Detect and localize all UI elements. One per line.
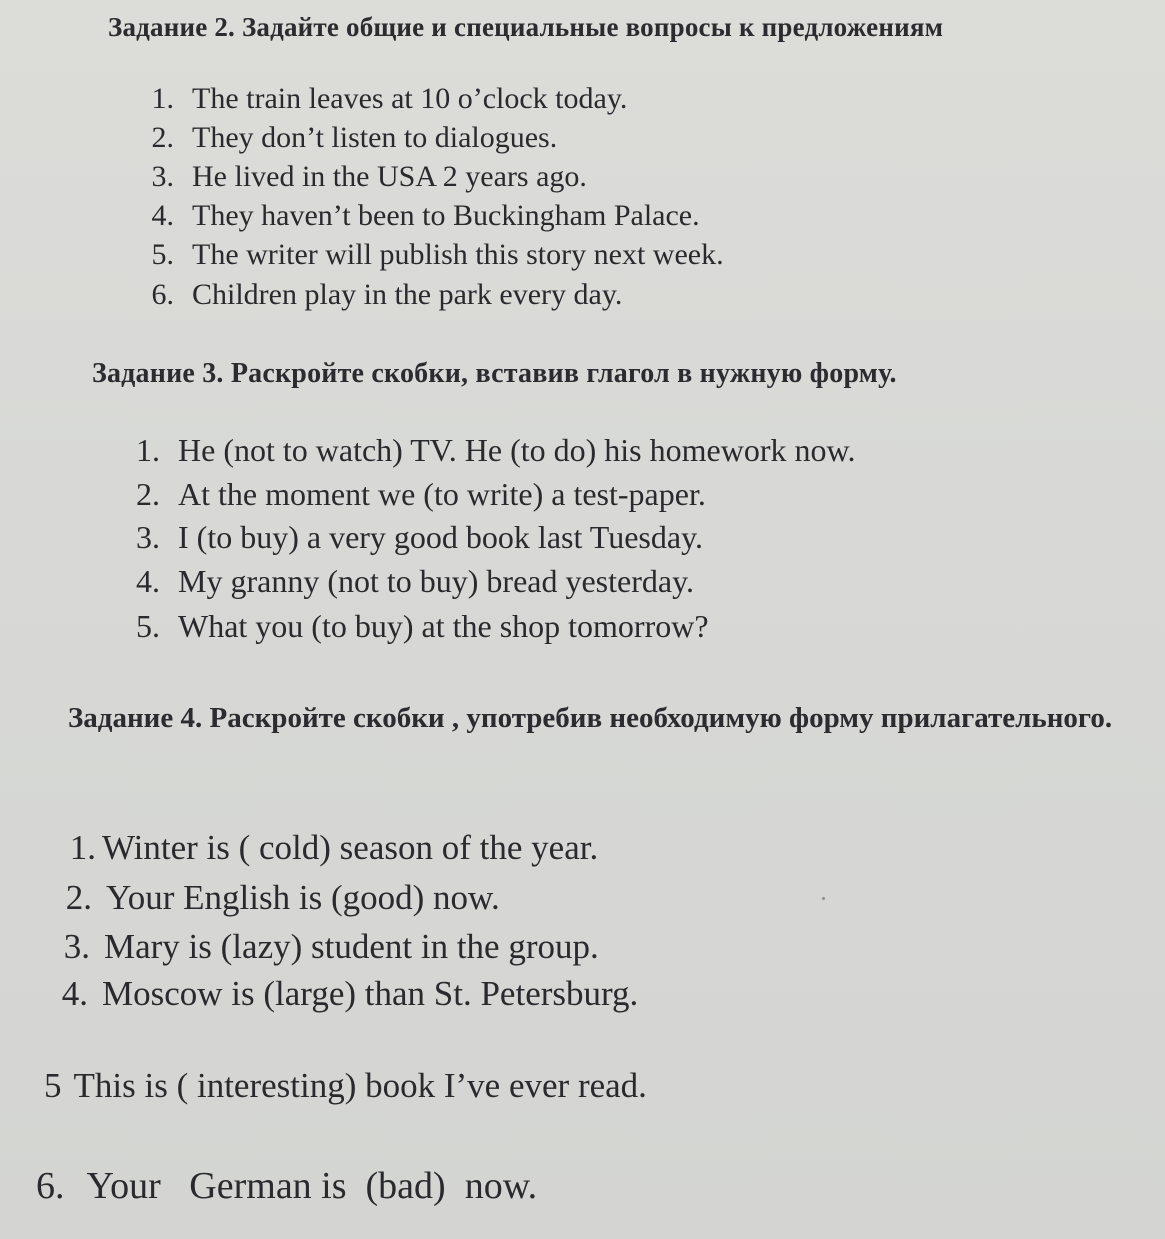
task3-item-5 bbox=[124, 608, 709, 645]
item-number: 2. bbox=[151, 121, 174, 154]
item-text: Moscow is (large) than St. Petersburg. bbox=[102, 974, 639, 1013]
task4-item-1 bbox=[44, 828, 598, 868]
item-text: My granny (not to buy) bread yesterday. bbox=[178, 563, 694, 599]
item-text: Your English is (good) now. bbox=[106, 878, 500, 917]
item-text: The train leaves at 10 o’clock today. bbox=[192, 82, 628, 115]
item-text: Winter is ( cold) season of the year. bbox=[102, 828, 599, 867]
task2-item-6 bbox=[140, 278, 622, 312]
item-number: 1. bbox=[151, 82, 174, 115]
item-number: 1. bbox=[136, 432, 160, 468]
task2-item-5 bbox=[140, 238, 724, 272]
item-number: 6. bbox=[151, 278, 174, 311]
item-text: Your German is (bad) now. bbox=[86, 1165, 538, 1207]
item-text: Children play in the park every day. bbox=[192, 278, 623, 311]
item-text: He lived in the USA 2 years ago. bbox=[192, 160, 587, 193]
task2-item-4 bbox=[140, 199, 700, 233]
task4-item-6 bbox=[36, 1164, 537, 1208]
item-number: 3. bbox=[63, 927, 90, 966]
task4-item-2 bbox=[40, 878, 500, 918]
task3-item-4 bbox=[124, 563, 694, 600]
task4-heading: Задание 4. Раскройте скобки , употребив необходимую форму прилагательного. bbox=[68, 702, 1113, 734]
task2-item-3 bbox=[140, 160, 587, 194]
item-number: 3. bbox=[136, 519, 160, 555]
item-number: 2. bbox=[136, 476, 160, 512]
task3-heading: Задание 3. Раскройте скобки, вставив глагол в нужную форму. bbox=[92, 358, 897, 389]
task4-item-4 bbox=[36, 974, 638, 1014]
task2-heading: Задание 2. Задайте общие и специальные вопросы к предложениям bbox=[108, 12, 944, 42]
item-text: They haven’t been to Buckingham Palace. bbox=[192, 199, 700, 232]
item-text: At the moment we (to write) a test-paper. bbox=[178, 476, 706, 512]
item-number: 1. bbox=[69, 828, 96, 867]
item-number: 6. bbox=[36, 1165, 65, 1207]
item-number: 5. bbox=[136, 608, 160, 644]
item-number: 2. bbox=[65, 878, 92, 917]
task3-item-3 bbox=[124, 519, 703, 556]
item-text: He (not to watch) TV. He (to do) his homework now. bbox=[178, 432, 856, 468]
item-text: They don’t listen to dialogues. bbox=[192, 121, 558, 154]
task4-item-5 bbox=[44, 1066, 647, 1106]
item-text: I (to buy) a very good book last Tuesday. bbox=[178, 519, 703, 555]
item-number: 4. bbox=[136, 563, 160, 599]
paper-speck bbox=[822, 897, 825, 900]
item-number: 4. bbox=[61, 974, 88, 1013]
item-text: This is ( interesting) book I’ve ever read. bbox=[73, 1066, 647, 1105]
item-number: 5. bbox=[151, 238, 174, 271]
item-number: 5 bbox=[44, 1066, 62, 1105]
task2-item-2 bbox=[140, 121, 557, 155]
item-text: What you (to buy) at the shop tomorrow? bbox=[178, 608, 709, 644]
item-number: 3. bbox=[151, 160, 174, 193]
task3-item-1 bbox=[124, 432, 856, 469]
task4-item-3 bbox=[38, 927, 599, 967]
item-number: 4. bbox=[151, 199, 174, 232]
item-text: The writer will publish this story next week. bbox=[192, 238, 724, 271]
item-text: Mary is (lazy) student in the group. bbox=[104, 927, 599, 966]
task2-item-1 bbox=[140, 82, 627, 116]
task3-item-2 bbox=[124, 476, 706, 513]
